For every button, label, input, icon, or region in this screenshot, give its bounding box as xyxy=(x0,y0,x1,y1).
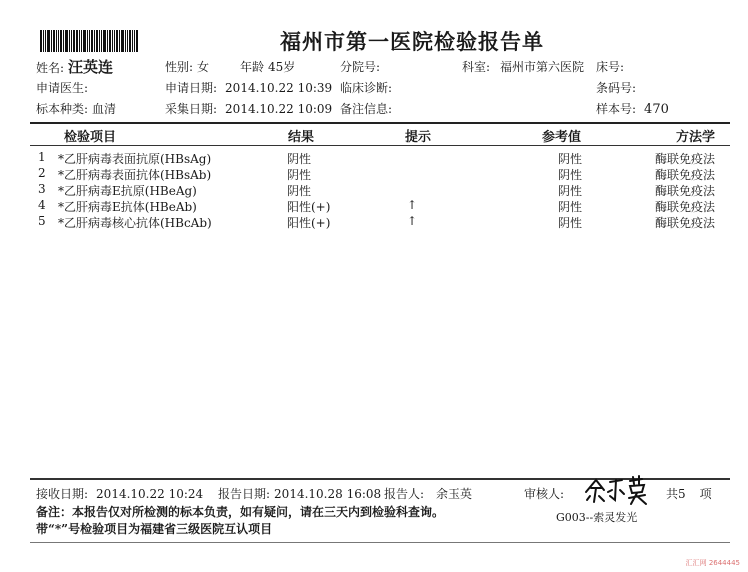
diagnosis-field xyxy=(340,79,392,96)
table-row xyxy=(0,166,748,182)
row-number: 4 xyxy=(38,198,46,212)
row-item: *乙肝病毒E抗体(HBeAb) xyxy=(58,200,197,214)
row-item: *乙肝病毒E抗原(HBeAg) xyxy=(58,184,197,198)
table-header-rule xyxy=(30,145,730,146)
row-reference: 阴性 xyxy=(558,200,583,214)
specimen-value: 血清 xyxy=(92,102,117,116)
row-reference: 阴性 xyxy=(558,216,583,230)
row-number: 3 xyxy=(38,182,46,196)
receive-label: 接收日期: xyxy=(36,487,89,501)
barcode-no-label: 条码号: xyxy=(596,81,637,95)
report-label: 报告日期: xyxy=(218,487,271,501)
footer-note-1: 备注：本报告仅对所检测的标本负责，如有疑问，请在三天内到检验科查询。 xyxy=(36,505,445,519)
footer-note-2: 带“*”号检验项目为福建省三级医院互认项目 xyxy=(36,522,273,536)
row-hint: ↑ xyxy=(407,214,418,228)
row-number: 5 xyxy=(38,214,46,228)
row-item: *乙肝病毒核心抗体(HBcAb) xyxy=(58,216,212,230)
report-date: 2014.10.28 16:08 xyxy=(274,487,382,501)
specimen-label: 标本种类: xyxy=(36,102,89,116)
row-number: 1 xyxy=(38,150,46,164)
row-method: 酶联免疫法 xyxy=(655,184,716,198)
row-method: 酶联免疫法 xyxy=(655,168,716,182)
row-result: 阴性 xyxy=(287,152,312,166)
remark-label: 备注信息: xyxy=(340,102,393,116)
row-method: 酶联免疫法 xyxy=(655,216,716,230)
row-reference: 阴性 xyxy=(558,184,583,198)
reviewer-label: 审核人: xyxy=(524,487,565,501)
report-date-field xyxy=(218,485,381,502)
apply-date-label: 申请日期: xyxy=(165,81,218,95)
row-method: 酶联免疫法 xyxy=(655,152,716,166)
report-title: 福州市第一医院检验报告单 xyxy=(280,29,544,54)
sample-no-value: 470 xyxy=(644,102,669,117)
ward-field xyxy=(340,58,380,75)
age-value: 45岁 xyxy=(268,60,296,74)
apply-date-field xyxy=(165,79,332,96)
table-top-rule xyxy=(30,122,730,124)
remark-field xyxy=(340,100,392,117)
total-value: 共5 xyxy=(666,487,686,501)
age-field xyxy=(240,58,295,75)
sex-label: 性别: xyxy=(165,60,194,74)
table-row xyxy=(0,150,748,166)
col-header-method: 方法学 xyxy=(676,130,716,145)
row-item: *乙肝病毒表面抗原(HBsAg) xyxy=(58,152,212,166)
sample-no-label: 样本号: xyxy=(596,102,637,116)
row-result: 阴性 xyxy=(287,168,312,182)
table-row xyxy=(0,214,748,230)
signature-code: G003--索灵发光 xyxy=(556,511,638,524)
row-reference: 阴性 xyxy=(558,152,583,166)
barcode-no-field xyxy=(596,79,636,96)
ward-label: 分院号: xyxy=(340,60,381,74)
dept-label: 科室: xyxy=(462,60,491,74)
doctor-field xyxy=(36,79,88,96)
collect-date-label: 采集日期: xyxy=(165,102,218,116)
doctor-label: 申请医生: xyxy=(36,81,89,95)
reviewer-field xyxy=(524,485,564,502)
total-unit: 项 xyxy=(699,487,712,501)
reporter-name: 余玉英 xyxy=(436,487,473,501)
dept-field xyxy=(462,58,584,75)
sex-value: 女 xyxy=(197,60,210,74)
table-row xyxy=(0,182,748,198)
barcode xyxy=(40,30,156,52)
row-number: 2 xyxy=(38,166,46,180)
sample-no-field xyxy=(596,100,669,117)
watermark: 汇汇网 2644445 xyxy=(685,559,740,567)
diagnosis-label: 临床诊断: xyxy=(340,81,393,95)
name-label: 姓名: xyxy=(36,61,65,75)
receive-date-field xyxy=(36,485,203,502)
row-hint: ↑ xyxy=(407,198,418,212)
collect-date-field xyxy=(165,100,332,117)
patient-name-field xyxy=(36,56,113,77)
collect-date-value: 2014.10.22 10:09 xyxy=(225,102,333,116)
reviewer-signature xyxy=(582,474,658,506)
col-header-hint: 提示 xyxy=(405,130,432,145)
row-item: *乙肝病毒表面抗体(HBsAb) xyxy=(58,168,212,182)
dept-value: 福州市第六医院 xyxy=(500,60,585,74)
row-result: 阳性(+) xyxy=(287,216,331,230)
footer-bottom-rule xyxy=(30,542,730,543)
bed-label: 床号: xyxy=(596,60,625,74)
age-label: 年龄 xyxy=(240,60,265,74)
row-method: 酶联免疫法 xyxy=(655,200,716,214)
bed-field xyxy=(596,58,624,75)
patient-name: 汪英连 xyxy=(68,58,114,76)
table-row xyxy=(0,198,748,214)
col-header-reference: 参考值 xyxy=(542,130,582,145)
row-result: 阴性 xyxy=(287,184,312,198)
col-header-item: 检验项目 xyxy=(64,130,117,145)
specimen-field xyxy=(36,100,116,117)
row-result: 阳性(+) xyxy=(287,200,331,214)
receive-date: 2014.10.22 10:24 xyxy=(96,487,204,501)
apply-date-value: 2014.10.22 10:39 xyxy=(225,81,333,95)
reporter-label: 报告人: xyxy=(384,487,425,501)
reporter-field xyxy=(384,485,472,502)
total-count xyxy=(666,485,712,502)
row-reference: 阴性 xyxy=(558,168,583,182)
col-header-result: 结果 xyxy=(288,130,315,145)
sex-field xyxy=(165,58,209,75)
